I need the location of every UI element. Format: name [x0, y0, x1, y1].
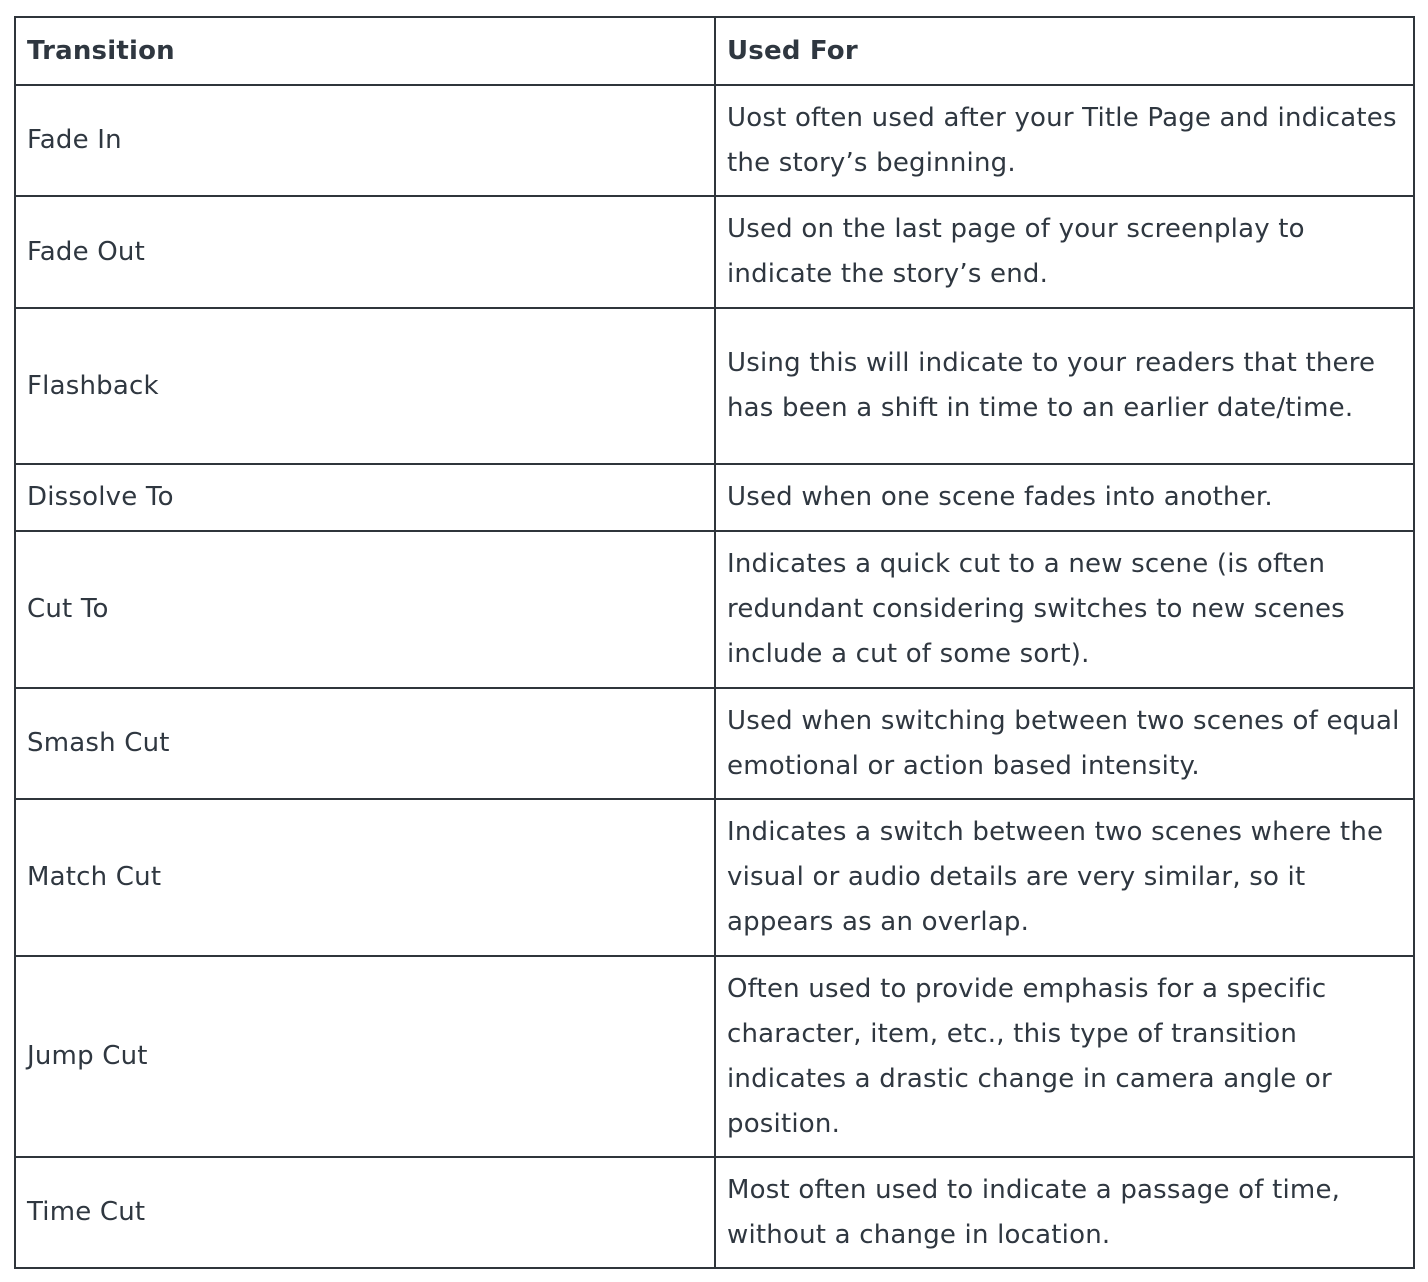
transition-name: Dissolve To [15, 464, 715, 531]
transition-name: Match Cut [15, 799, 715, 956]
transition-name: Flashback [15, 308, 715, 464]
transition-name: Fade Out [15, 196, 715, 308]
transition-description: Used on the last page of your screenplay to indicate the story’s end. [715, 196, 1414, 308]
transitions-table [14, 16, 1415, 1269]
transition-description: Uost often used after your Title Page and indicates the story’s beginning. [715, 85, 1414, 196]
transition-name: Cut To [15, 531, 715, 688]
table-row [15, 956, 1414, 1157]
header-transition: Transition [15, 17, 715, 85]
table-row [15, 688, 1414, 799]
transition-description: Indicates a quick cut to a new scene (is often redundant considering switches to new scenes include a cut of some sort). [715, 531, 1414, 688]
transition-name: Fade In [15, 85, 715, 196]
transition-description: Using this will indicate to your readers that there has been a shift in time to an earlier date/time. [715, 308, 1414, 464]
table-row [15, 464, 1414, 531]
table-row [15, 85, 1414, 196]
transition-name: Time Cut [15, 1157, 715, 1268]
transition-description: Indicates a switch between two scenes where the visual or audio details are very similar, so it appears as an overlap. [715, 799, 1414, 956]
transition-description: Often used to provide emphasis for a specific character, item, etc., this type of transition indicates a drastic change in camera angle or position. [715, 956, 1414, 1157]
transition-description: Most often used to indicate a passage of time, without a change in location. [715, 1157, 1414, 1268]
table-row [15, 196, 1414, 308]
table-row [15, 308, 1414, 464]
table-header-row [15, 17, 1414, 85]
transition-description: Used when switching between two scenes of equal emotional or action based intensity. [715, 688, 1414, 799]
table-row [15, 531, 1414, 688]
transition-name: Smash Cut [15, 688, 715, 799]
header-used-for: Used For [715, 17, 1414, 85]
table-row [15, 799, 1414, 956]
transition-description: Used when one scene fades into another. [715, 464, 1414, 531]
transition-name: Jump Cut [15, 956, 715, 1157]
table-row [15, 1157, 1414, 1268]
